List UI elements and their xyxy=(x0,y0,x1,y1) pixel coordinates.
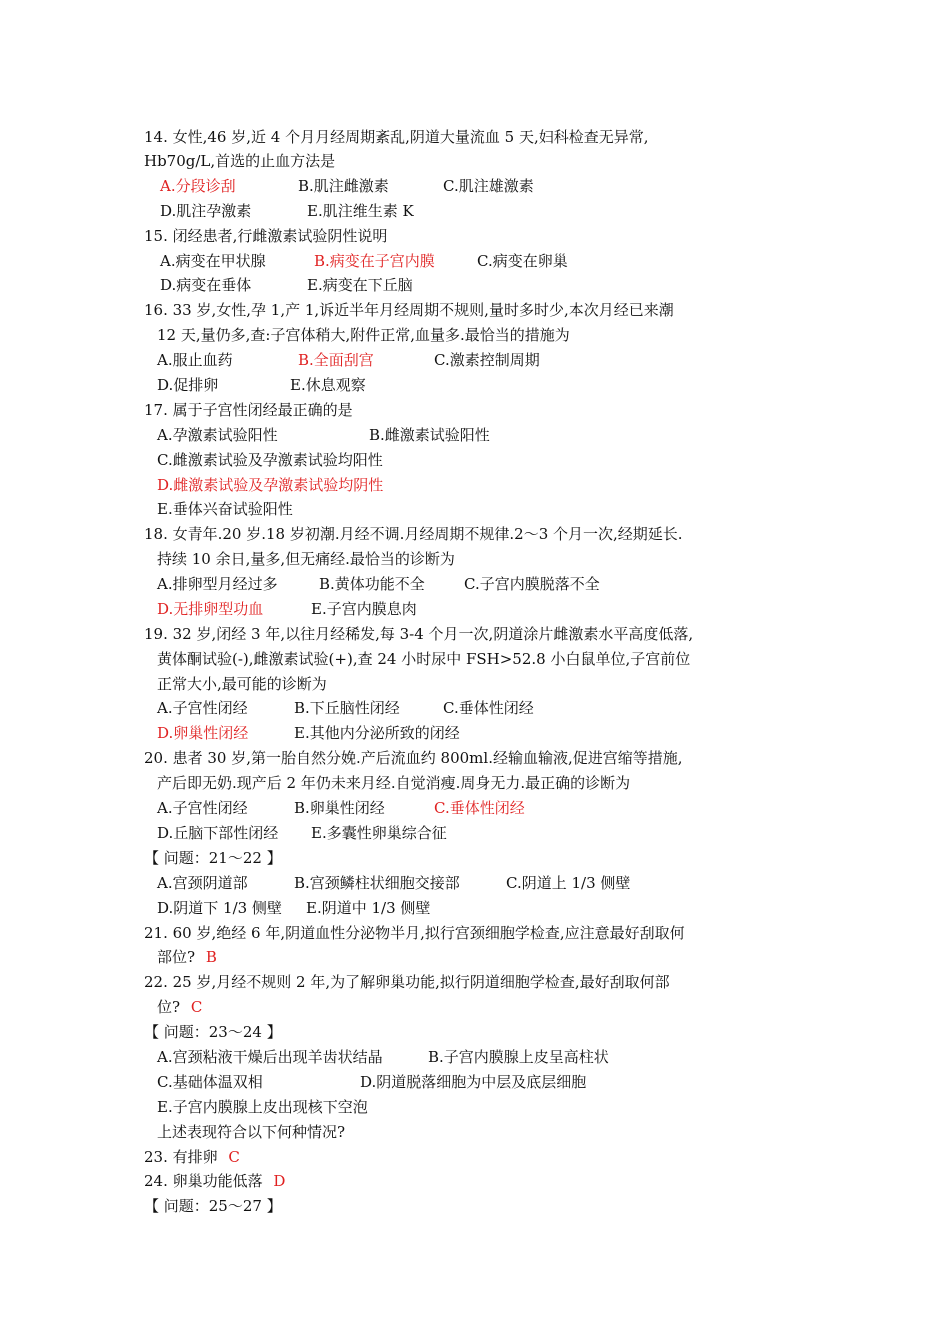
q19-stem-line2: 黄体酮试验(-),雌激素试验(+),查 24 小时尿中 FSH>52.8 小白鼠单位,子宫前位 xyxy=(157,650,691,668)
q20-stem-line2: 产后即无奶.现产后 2 年仍未来月经.自觉消瘦.周身无力.最正确的诊断为 xyxy=(157,774,631,792)
q22-stem-text: 位? xyxy=(157,998,181,1016)
group21-option-b: B.宫颈鳞柱状细胞交接部 xyxy=(294,874,460,892)
q24-line xyxy=(144,1171,285,1191)
q16-stem-line2: 12 天,量仍多,查:子宫体稍大,附件正常,血量多.最恰当的措施为 xyxy=(157,326,570,344)
q24-stem: 24. 卵巢功能低落 xyxy=(144,1172,263,1190)
q15-stem: 15. 闭经患者,行雌激素试验阴性说明 xyxy=(144,227,388,245)
group21-option-c: C.阴道上 1/3 侧壁 xyxy=(506,874,631,892)
q15-option-e: E.病变在下丘脑 xyxy=(307,276,413,294)
q15-option-c: C.病变在卵巢 xyxy=(477,252,568,270)
q18-option-e: E.子宫内膜息肉 xyxy=(311,600,417,618)
q14-stem-line2: Hb70g/L,首选的止血方法是 xyxy=(144,152,336,170)
q20-option-b: B.卵巢性闭经 xyxy=(294,799,385,817)
q14-option-b: B.肌注雌激素 xyxy=(298,177,389,195)
q20-stem-line1: 20. 患者 30 岁,第一胎自然分娩.产后流血约 800ml.经输血输液,促进宫缩等措施, xyxy=(144,749,683,767)
q20-option-e: E.多囊性卵巢综合征 xyxy=(311,824,447,842)
q14-option-e: E.肌注维生素 K xyxy=(307,202,414,220)
q19-option-d: D.卵巢性闭经 xyxy=(157,724,249,742)
q19-stem-line1: 19. 32 岁,闭经 3 年,以往月经稀发,每 3-4 个月一次,阴道涂片雌激素水平高度低落, xyxy=(144,625,694,643)
q20-option-a: A.子宫性闭经 xyxy=(157,799,248,817)
group-25-27-header: 【 问题：25～27 】 xyxy=(144,1197,282,1215)
q18-stem-line2: 持续 10 余日,量多,但无痛经.最恰当的诊断为 xyxy=(157,550,455,568)
q17-option-d: D.雌激素试验及孕激素试验均阴性 xyxy=(157,476,384,494)
q19-option-e: E.其他内分泌所致的闭经 xyxy=(294,724,460,742)
q17-option-c: C.雌激素试验及孕激素试验均阳性 xyxy=(157,451,383,469)
group21-option-e: E.阴道中 1/3 侧壁 xyxy=(306,899,431,917)
q16-stem-line1: 16. 33 岁,女性,孕 1,产 1,诉近半年月经周期不规则,量时多时少,本次月经已来潮 xyxy=(144,301,674,319)
q18-option-d: D.无排卵型功血 xyxy=(157,600,264,618)
q16-option-b: B.全面刮宫 xyxy=(298,351,374,369)
q18-stem-line1: 18. 女青年.20 岁.18 岁初潮.月经不调.月经周期不规律.2～3 个月一次,经期延长. xyxy=(144,525,683,543)
q17-option-e: E.垂体兴奋试验阳性 xyxy=(157,500,293,518)
q15-option-b: B.病变在子宫内膜 xyxy=(314,252,435,270)
group23-stem: 上述表现符合以下何种情况? xyxy=(157,1123,346,1141)
q18-option-c: C.子宫内膜脱落不全 xyxy=(464,575,600,593)
q14-option-d: D.肌注孕激素 xyxy=(160,202,252,220)
q20-option-d: D.丘脑下部性闭经 xyxy=(157,824,279,842)
q23-stem: 23. 有排卵 xyxy=(144,1148,218,1166)
q18-option-b: B.黄体功能不全 xyxy=(319,575,425,593)
q14-option-c: C.肌注雄激素 xyxy=(443,177,534,195)
q17-stem: 17. 属于子宫性闭经最正确的是 xyxy=(144,401,353,419)
q21-stem-line1: 21. 60 岁,绝经 6 年,阴道血性分泌物半月,拟行宫颈细胞学检查,应注意最好刮取何 xyxy=(144,924,685,942)
q19-option-b: B.下丘脑性闭经 xyxy=(294,699,400,717)
q21-stem-line2 xyxy=(157,947,217,967)
group23-option-e: E.子宫内膜腺上皮出现核下空泡 xyxy=(157,1098,368,1116)
q19-option-a: A.子宫性闭经 xyxy=(157,699,248,717)
q18-option-a: A.排卵型月经过多 xyxy=(157,575,278,593)
group23-option-c: C.基础体温双相 xyxy=(157,1073,263,1091)
q24-answer: D xyxy=(273,1172,286,1190)
q23-answer: C xyxy=(228,1148,240,1166)
q23-line xyxy=(144,1147,240,1167)
q15-option-d: D.病变在垂体 xyxy=(160,276,252,294)
group21-option-d: D.阴道下 1/3 侧壁 xyxy=(157,899,282,917)
q19-option-c: C.垂体性闭经 xyxy=(443,699,534,717)
q21-answer: B xyxy=(205,948,217,966)
q22-stem-line2 xyxy=(157,997,202,1017)
group23-option-b: B.子宫内膜腺上皮呈高柱状 xyxy=(428,1048,609,1066)
q20-option-c: C.垂体性闭经 xyxy=(434,799,525,817)
q14-option-a: A.分段诊刮 xyxy=(160,177,236,195)
group-23-24-header: 【 问题：23～24 】 xyxy=(144,1023,282,1041)
group23-option-a: A.宫颈粘液干燥后出现羊齿状结晶 xyxy=(157,1048,383,1066)
q19-stem-line3: 正常大小,最可能的诊断为 xyxy=(157,675,327,693)
q16-option-e: E.休息观察 xyxy=(290,376,366,394)
q16-option-c: C.激素控制周期 xyxy=(434,351,540,369)
group21-option-a: A.宫颈阴道部 xyxy=(157,874,248,892)
group-21-22-header: 【 问题：21～22 】 xyxy=(144,849,282,867)
q22-stem-line1: 22. 25 岁,月经不规则 2 年,为了解卵巢功能,拟行阴道细胞学检查,最好刮取何部 xyxy=(144,973,670,991)
q16-option-d: D.促排卵 xyxy=(157,376,219,394)
q17-option-a: A.孕激素试验阳性 xyxy=(157,426,278,444)
q16-option-a: A.服止血药 xyxy=(157,351,233,369)
q17-option-b: B.雌激素试验阳性 xyxy=(369,426,490,444)
q15-option-a: A.病变在甲状腺 xyxy=(160,252,266,270)
q14-stem-line1: 14. 女性,46 岁,近 4 个月月经周期紊乱,阴道大量流血 5 天,妇科检查无异常, xyxy=(144,128,649,146)
group23-option-d: D.阴道脱落细胞为中层及底层细胞 xyxy=(360,1073,587,1091)
q22-answer: C xyxy=(190,998,203,1016)
q21-stem-text: 部位? xyxy=(157,948,196,966)
